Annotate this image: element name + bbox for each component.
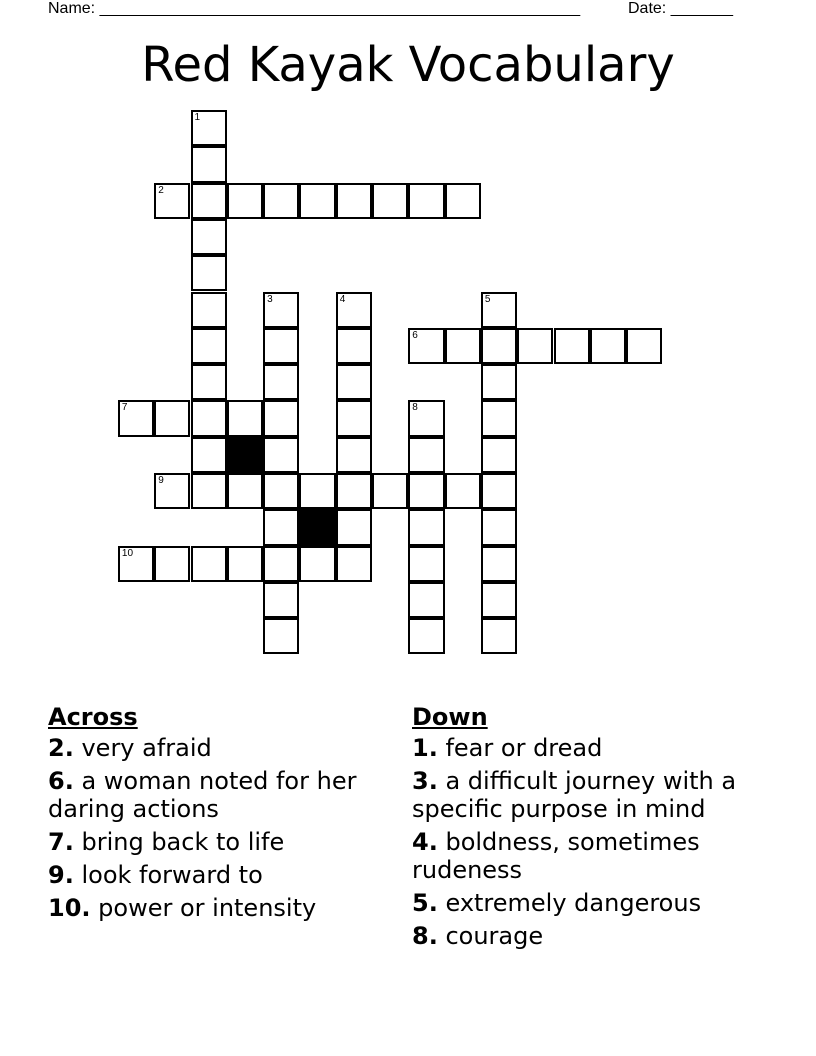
grid-cell[interactable] (154, 546, 190, 582)
grid-cell[interactable] (336, 546, 372, 582)
across-clue (48, 894, 388, 922)
clue-number: 1. (412, 734, 438, 762)
clue-text: bring back to life (81, 828, 285, 856)
clue-number: 5. (412, 889, 438, 917)
grid-cell[interactable] (372, 473, 408, 509)
clue-text: extremely dangerous (445, 889, 702, 917)
across-clue (48, 861, 388, 889)
across-heading: Across (48, 703, 138, 731)
clue-number-label: 4 (339, 293, 346, 305)
clue-number: 4. (412, 828, 438, 856)
clue-text: courage (445, 922, 544, 950)
clue-number-label: 6 (412, 329, 418, 341)
black-square (299, 509, 335, 545)
grid-cell[interactable] (118, 400, 154, 436)
grid-cell[interactable] (191, 110, 227, 146)
grid-cell[interactable] (118, 546, 154, 582)
grid-cell[interactable] (336, 364, 372, 400)
grid-cell[interactable] (263, 364, 299, 400)
grid-cell[interactable] (336, 437, 372, 473)
grid-cell[interactable] (191, 292, 227, 328)
grid-cell[interactable] (191, 546, 227, 582)
grid-cell[interactable] (263, 183, 299, 219)
grid-cell[interactable] (481, 292, 517, 328)
clue-number: 7. (48, 828, 74, 856)
grid-cell[interactable] (481, 546, 517, 582)
clue-number: 8. (412, 922, 438, 950)
clue-number-label: 3 (267, 293, 273, 305)
grid-cell[interactable] (191, 219, 227, 255)
clue-text: power or intensity (98, 894, 317, 922)
grid-cell[interactable] (336, 473, 372, 509)
clue-number: 3. (412, 767, 438, 795)
grid-cell[interactable] (227, 473, 263, 509)
grid-cell[interactable] (263, 582, 299, 618)
clue-number-label: 5 (484, 293, 491, 305)
grid-cell[interactable] (481, 473, 517, 509)
grid-cell[interactable] (263, 473, 299, 509)
grid-cell[interactable] (445, 473, 481, 509)
grid-cell[interactable] (191, 328, 227, 364)
clue-text: a woman noted for her daring actions (48, 767, 357, 823)
grid-cell[interactable] (154, 473, 190, 509)
down-clue (412, 767, 757, 823)
grid-cell[interactable] (263, 292, 299, 328)
grid-cell[interactable] (154, 183, 190, 219)
grid-cell[interactable] (263, 400, 299, 436)
grid-cell[interactable] (191, 183, 227, 219)
clue-number-label: 7 (121, 402, 128, 414)
down-clues (412, 700, 757, 955)
grid-cell[interactable] (481, 582, 517, 618)
grid-cell[interactable] (408, 546, 444, 582)
grid-cell[interactable] (191, 473, 227, 509)
down-clue (412, 922, 757, 950)
clue-number: 6. (48, 767, 74, 795)
down-clue (412, 889, 757, 917)
grid-cell[interactable] (336, 328, 372, 364)
down-clue (412, 734, 757, 762)
grid-cell[interactable] (408, 183, 444, 219)
across-clue (48, 767, 388, 823)
grid-cell[interactable] (263, 328, 299, 364)
grid-cell[interactable] (299, 546, 335, 582)
grid-cell[interactable] (227, 183, 263, 219)
grid-cell[interactable] (299, 473, 335, 509)
grid-cell[interactable] (481, 364, 517, 400)
grid-cell[interactable] (481, 437, 517, 473)
clue-number-label: 10 (121, 547, 134, 559)
grid-cell[interactable] (227, 400, 263, 436)
grid-cell[interactable] (408, 473, 444, 509)
grid-cell[interactable] (481, 328, 517, 364)
name-field-line: Name: ______________________________________________________ (48, 0, 581, 17)
grid-cell[interactable] (408, 509, 444, 545)
across-clues (48, 700, 388, 927)
across-clue (48, 734, 388, 762)
grid-cell[interactable] (517, 328, 553, 364)
grid-cell[interactable] (191, 400, 227, 436)
grid-cell[interactable] (299, 183, 335, 219)
grid-cell[interactable] (481, 400, 517, 436)
grid-cell[interactable] (191, 437, 227, 473)
grid-cell[interactable] (408, 437, 444, 473)
grid-cell[interactable] (263, 546, 299, 582)
grid-cell[interactable] (336, 400, 372, 436)
grid-cell[interactable] (191, 255, 227, 291)
clue-number-label: 8 (412, 402, 418, 414)
grid-cell[interactable] (408, 328, 444, 364)
puzzle-title: Red Kayak Vocabulary (141, 37, 675, 93)
clue-number: 10. (48, 894, 91, 922)
grid-cell[interactable] (227, 546, 263, 582)
black-square (227, 437, 263, 473)
clue-number: 2. (48, 734, 74, 762)
grid-cell[interactable] (626, 328, 662, 364)
grid-cell[interactable] (336, 509, 372, 545)
clue-number-label: 2 (158, 184, 164, 196)
grid-cell[interactable] (590, 328, 626, 364)
grid-cell[interactable] (408, 582, 444, 618)
grid-cell[interactable] (191, 364, 227, 400)
grid-cell[interactable] (445, 183, 481, 219)
grid-cell[interactable] (408, 400, 444, 436)
grid-cell[interactable] (372, 183, 408, 219)
down-clue (412, 828, 757, 884)
across-clue (48, 828, 388, 856)
grid-cell[interactable] (481, 618, 517, 654)
clue-text: fear or dread (445, 734, 603, 762)
grid-cell[interactable] (445, 328, 481, 364)
clue-text: look forward to (81, 861, 263, 889)
grid-cell[interactable] (263, 437, 299, 473)
grid-cell[interactable] (263, 618, 299, 654)
clue-number-label: 9 (158, 475, 164, 486)
clue-number: 9. (48, 861, 74, 889)
clue-text: very afraid (81, 734, 212, 762)
grid-cell[interactable] (191, 146, 227, 182)
grid-cell[interactable] (263, 509, 299, 545)
date-field-line: Date: _______ (628, 0, 733, 17)
clue-text: boldness, sometimes rudeness (412, 828, 700, 884)
down-heading: Down (412, 703, 488, 731)
grid-cell[interactable] (336, 292, 372, 328)
clue-text: a difficult journey with a specific purpose in mind (412, 767, 737, 823)
grid-cell[interactable] (154, 400, 190, 436)
grid-cell[interactable] (481, 509, 517, 545)
grid-cell[interactable] (554, 328, 590, 364)
grid-cell[interactable] (408, 618, 444, 654)
grid-cell[interactable] (336, 183, 372, 219)
clue-number-label: 1 (194, 112, 201, 123)
